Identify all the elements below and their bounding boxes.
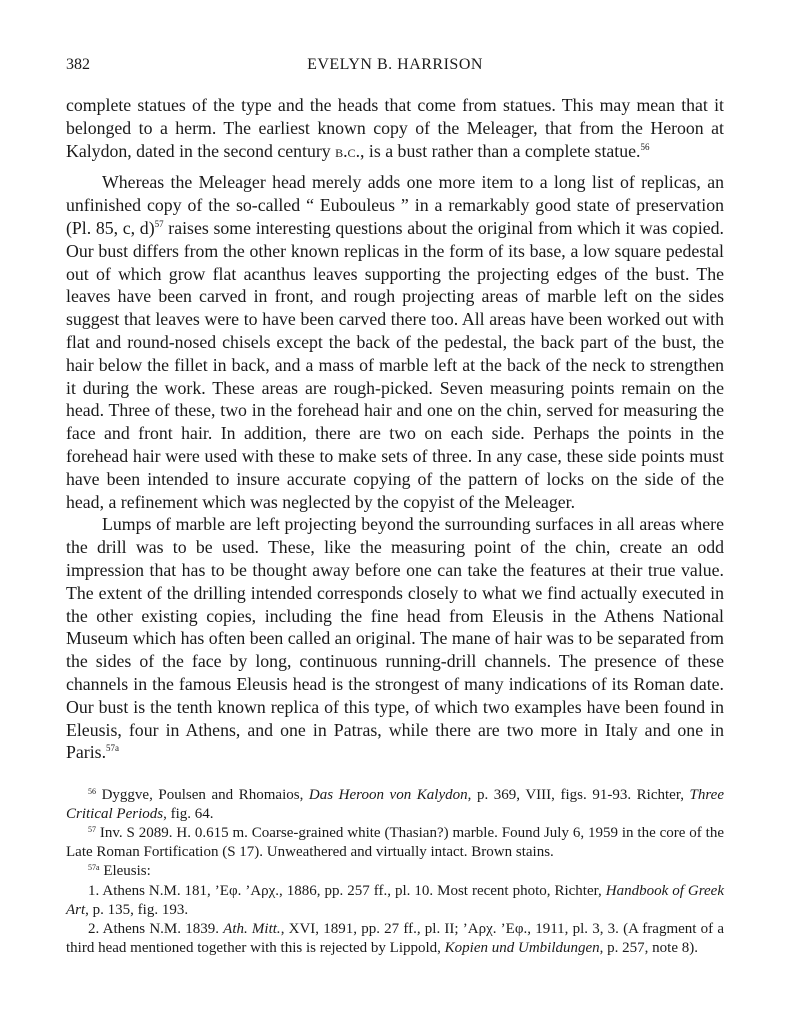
footnotes	[66, 786, 724, 957]
footnote-57a-text: Eleusis:	[99, 863, 151, 880]
page-header	[66, 56, 724, 80]
footnote-mark-56: 56	[88, 787, 96, 797]
paragraph-2-text-end: raises some interesting questions about the original from which it was copied. Our bust differs from the other known replicas in the form of its base, a low square pedestal out of which grow flat acanthus leaves supporting the projecting edges of the bust. The leaves have been carved in front, and rough projecting areas of marble left on the sides suggest that leaves were to have been carved there too. All areas have been worked out with flat and round-nosed chisels except the back of the pedestal, the back part of the bust, the hair below the fillet in back, and a mass of marble left at the back of the neck to strengthen it during the work. These areas are rough-picked. Seven measuring points remain on the head. Three of these, two in the forehead hair and one on the chin, served for measuring the face and front hair. In addition, there are two on each side. Perhaps the points in the forehead hair were used with these to make sets of three. In any case, these side points must have been intended to insure accurate copying of the pattern of locks on the side of the head, a refinement which was neglected by the copyist of the Meleager.	[66, 217, 724, 512]
paragraph-2	[66, 171, 724, 513]
footnote-list-item-2	[66, 920, 724, 957]
footnote-57-text: Inv. S 2089. H. 0.615 m. Coarse-grained white (Thasian?) marble. Found July 6, 1959 in the core of the Late Roman Fortification (S 17). Unweathered and virtually intact. Brown stains.	[66, 825, 724, 860]
paragraph-3	[66, 513, 724, 764]
footnote-56-text: Dyggve, Poulsen and Rhomaios,	[96, 787, 309, 804]
book-title: Three Critical Periods	[66, 787, 724, 822]
footnote-mark-57a: 57a	[88, 863, 100, 873]
footnote-56	[66, 786, 724, 823]
book-title: Kopien und Umbildungen	[444, 939, 600, 956]
bc-abbreviation: b.c.	[335, 140, 361, 161]
footnote-list-item-1	[66, 882, 724, 919]
list-item-text: , p. 135, fig. 193.	[85, 901, 189, 918]
footnote-ref-56[interactable]: 56	[640, 141, 650, 152]
footnote-ref-57[interactable]: 57	[154, 218, 164, 229]
footnote-mark-57: 57	[88, 825, 96, 835]
book-title: Das Heroon von Kalydon	[308, 787, 468, 804]
footnote-56-text: , p. 369, VIII, figs. 91-93. Richter,	[467, 787, 690, 804]
page-number: 382	[66, 56, 90, 73]
book-title: Handbook of Greek Art	[66, 883, 724, 918]
list-item-text: 1. Athens N.M. 181, ’Eφ. ’Aρχ., 1886, pp. 257 ff., pl. 10. Most recent photo, Richter,	[88, 883, 606, 900]
list-item-text: , XVI, 1891, pp. 27 ff., pl. II; ’Aρχ. ’Eφ., 1911, pl. 3, 3. (A fragment of a third head mentioned together with this is rejected by Lippold,	[66, 921, 724, 956]
body-text	[66, 94, 724, 764]
paragraph-3-text: Lumps of marble are left projecting beyond the surrounding surfaces in all areas where the drill was to be used. These, like the measuring point of the chin, create an odd impression that has to be thought away before one can take the features at their true value. The extent of the drilling intended corresponds closely to what we find actually executed in the other existing copies, including the fine head from Eleusis in the Athens National Museum which has often been called an original. The mane of hair was to be separated from the sides of the face by long, continuous running-drill channels. The presence of these channels in the famous Eleusis head is the strongest of many indications of its Roman date. Our bust is the tenth known replica of this type, of which two examples have been found in Eleusis, four in Athens, and one in Patras, while there are two more in Italy and one in Paris.	[66, 514, 724, 763]
paragraph-2-text: Whereas the Meleager head merely adds one more item to a long list of replicas, an unfinished copy of the so-called “ Eubouleus ” in a remarkably good state of preservation (Pl. 85, c, d)	[66, 172, 724, 238]
journal-title: Ath. Mitt.	[223, 921, 281, 938]
list-item-text: 2. Athens N.M. 1839.	[88, 921, 224, 938]
paragraph-1-text: complete statues of the type and the heads that come from statues. This may mean that it belonged to a herm. The earliest known copy of the Meleager, that from the Heroon at Kalydon, dated in the second century	[66, 95, 724, 161]
page	[66, 56, 724, 957]
list-item-text: , p. 257, note 8).	[599, 939, 698, 956]
running-title: EVELYN B. HARRISON	[307, 56, 483, 73]
paragraph-1	[66, 94, 724, 162]
paragraph-1-text-end: , is a bust rather than a complete statue.	[360, 140, 641, 161]
footnote-57	[66, 824, 724, 861]
footnote-56-text: , fig. 64.	[163, 805, 214, 822]
footnote-57a	[66, 862, 724, 881]
footnote-ref-57a[interactable]: 57a	[106, 743, 120, 754]
